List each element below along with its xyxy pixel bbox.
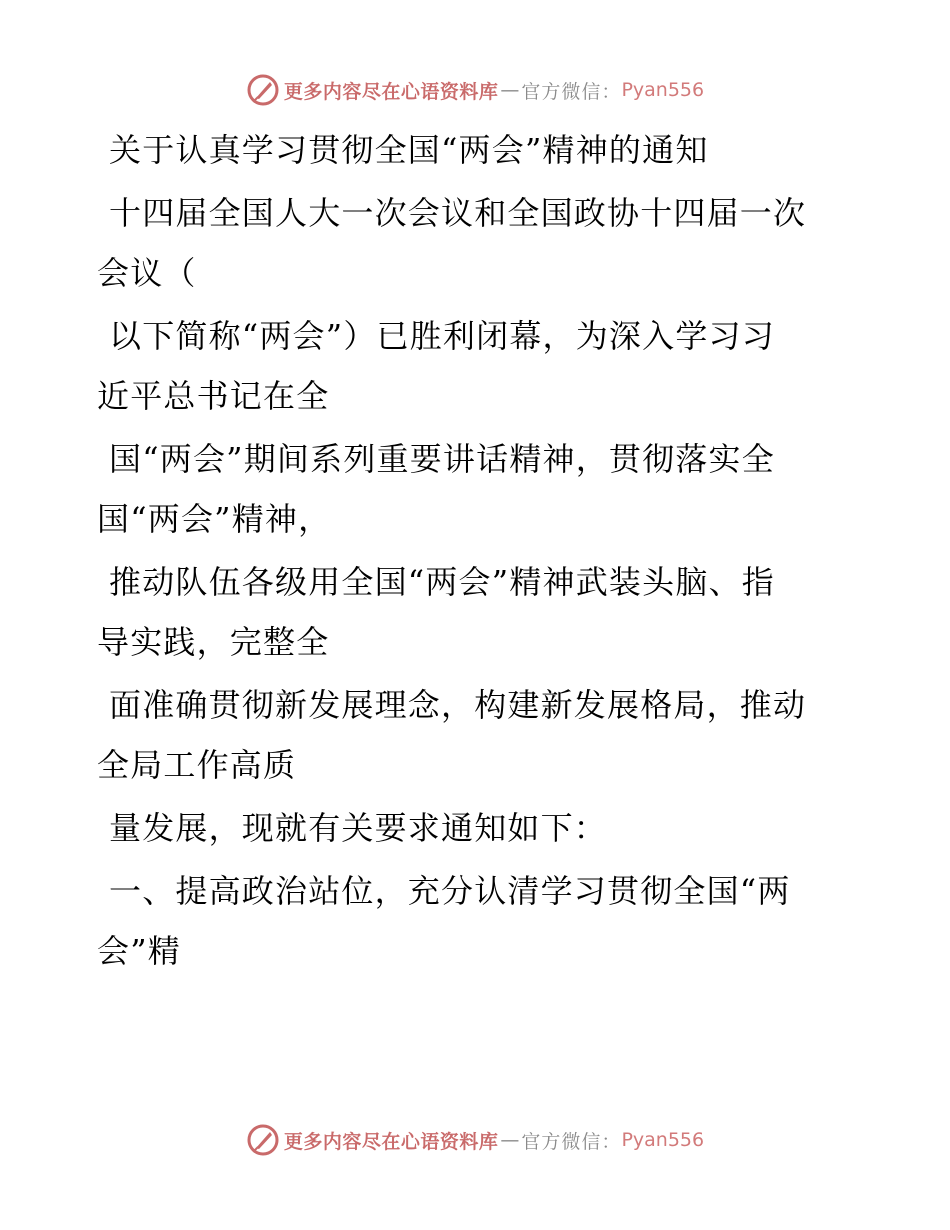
paragraph-line: 会议（ <box>97 254 197 292</box>
watermark-wechat-id: Pyan556 <box>621 1129 705 1151</box>
header-watermark <box>0 70 950 110</box>
paragraph-line: 以下简称“两会”）已胜利闭幕，为深入学习习 <box>109 317 775 355</box>
watermark-wechat-id: Pyan556 <box>621 79 705 101</box>
paragraph-line: 会”精 <box>97 932 181 970</box>
paragraph <box>97 675 857 795</box>
watermark-dash: — <box>500 1129 520 1151</box>
paragraph-line: 推动队伍各级用全国“两会”精神武装头脑、指 <box>109 563 775 601</box>
feather-pen-logo-icon <box>246 1123 280 1157</box>
document-title <box>97 120 857 180</box>
paragraph <box>97 552 857 672</box>
paragraph-line: 量发展，现就有关要求通知如下： <box>109 809 608 847</box>
watermark-sub-text: 官方微信： <box>521 1130 622 1153</box>
feather-pen-logo-icon <box>246 73 280 107</box>
paragraph-line: 全局工作高质 <box>97 746 297 784</box>
paragraph <box>97 306 857 426</box>
paragraph-line: 面准确贯彻新发展理念，构建新发展格局，推动 <box>109 686 807 724</box>
section-heading <box>97 861 857 981</box>
paragraph-line: 导实践，完整全 <box>97 623 330 661</box>
watermark-dash: — <box>500 79 520 101</box>
footer-watermark <box>0 1120 950 1160</box>
paragraph <box>97 429 857 549</box>
paragraph-line: 近平总书记在全 <box>97 377 330 415</box>
paragraph-line: 一、提高政治站位，充分认清学习贯彻全国“两 <box>109 872 791 910</box>
paragraph-line: 国“两会”精神， <box>97 500 332 538</box>
watermark-sub-text: 官方微信： <box>521 80 622 103</box>
watermark-main-text: 更多内容尽在心语资料库 <box>283 1130 499 1153</box>
document-body <box>97 120 857 984</box>
paragraph-line: 十四届全国人大一次会议和全国政协十四届一次 <box>109 194 807 232</box>
paragraph-line: 国“两会”期间系列重要讲话精神，贯彻落实全 <box>109 440 775 478</box>
paragraph <box>97 183 857 303</box>
paragraph <box>97 798 857 858</box>
paragraph-line: 关于认真学习贯彻全国“两会”精神的通知 <box>109 131 709 169</box>
watermark-main-text: 更多内容尽在心语资料库 <box>283 80 499 103</box>
